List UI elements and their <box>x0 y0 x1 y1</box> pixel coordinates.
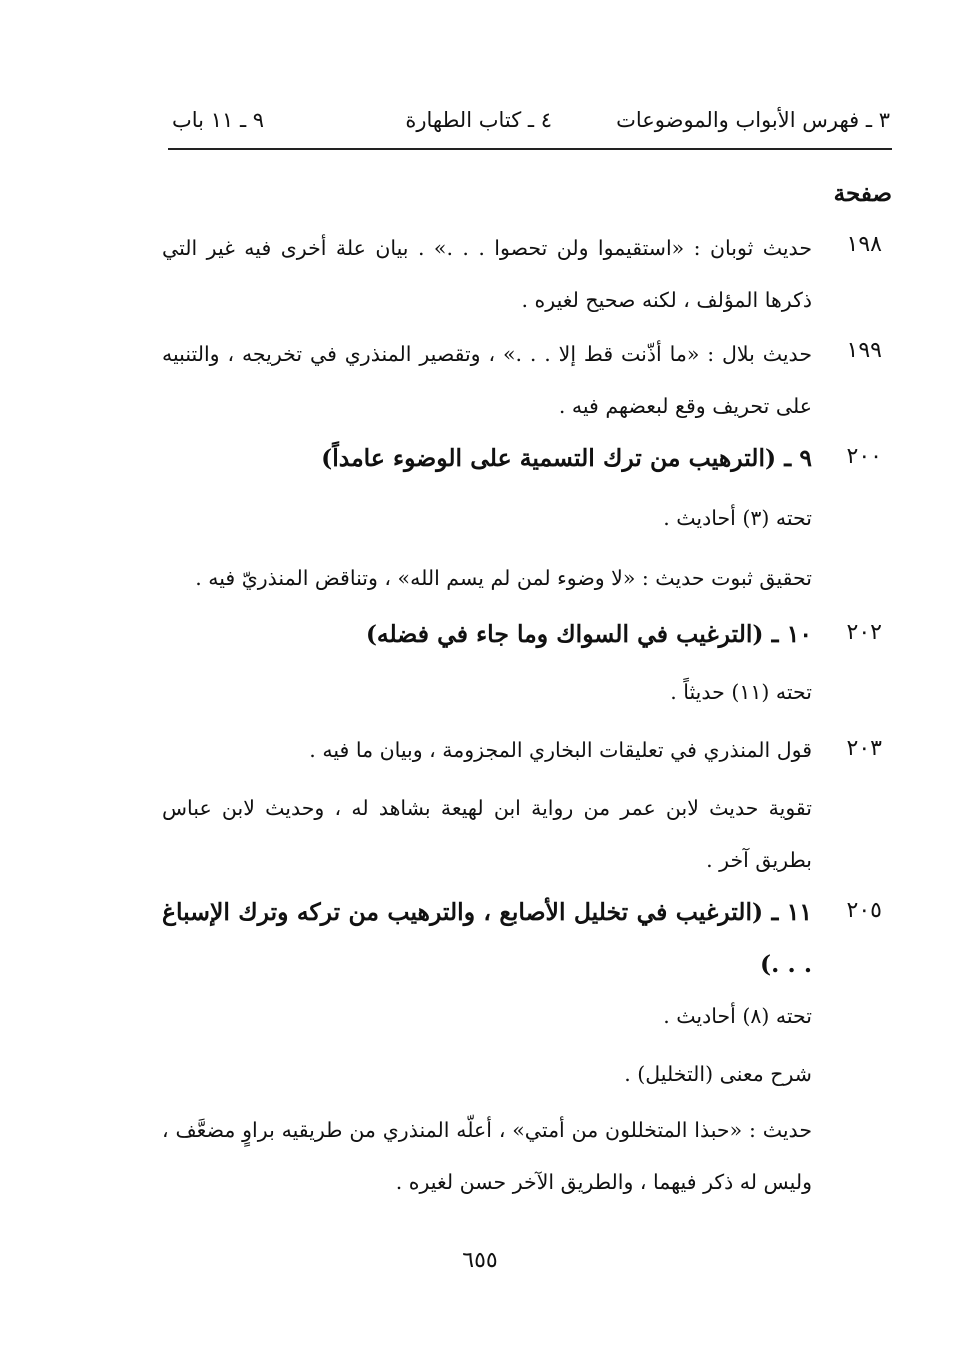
running-header-section: ٣ ـ فهرس الأبواب والموضوعات <box>616 108 890 132</box>
entry-page-number: ٢٠٠ <box>846 444 882 469</box>
entry-text: حديث : «حبذا المتخللون من أمتي» ، أعلّه المنذري من طريقيه براوٍ مضعَّف ، وليس له ذكر فيهما ، والطريق الآخر حسن لغيره . <box>162 1118 812 1194</box>
chapter-heading: ١٠ ـ (الترغيب في السواك وما جاء في فضله) <box>365 620 812 648</box>
entry-text: تحته (١١) حديثاً . <box>670 680 812 704</box>
chapter-heading: ١١ ـ (الترغيب في تخليل الأصابع ، والترهيب من تركه وترك الإسباغ . . .) <box>162 898 812 978</box>
entry-page-number: ٢٠٣ <box>846 736 882 761</box>
entry-text: تقوية حديث لابن عمر من رواية ابن لهيعة بشاهد له ، وحديث لابن عباس بطريق آخر . <box>162 796 812 872</box>
entry-text: تحته (٣) أحاديث . <box>663 506 812 530</box>
page-column-heading: صفحة <box>833 180 892 207</box>
entry-text: حديث بلال : «ما أذّنت قط إلا . . .» ، وتقصير المنذري في تخريجه ، والتنبيه على تحريف وقع لبعضهم فيه . <box>162 342 812 418</box>
entry-text: حديث ثوبان : «استقيموا ولن تحصوا . . .» . بيان علة أخرى فيه غير التي ذكرها المؤلف ، لكنه صحيح لغيره . <box>162 236 812 312</box>
running-header-chapters: ٩ ـ ١١ باب <box>172 108 265 132</box>
entry-text: قول المنذري في تعليقات البخاري المجزومة ، وبيان ما فيه . <box>309 738 812 762</box>
entry-page-number: ١٩٩ <box>846 338 882 363</box>
entry-page-number: ٢٠٢ <box>846 620 882 645</box>
page-number: ٦٥٥ <box>462 1248 498 1273</box>
running-header-book: ٤ ـ كتاب الطهارة <box>405 108 552 132</box>
entry-text: تحته (٨) أحاديث . <box>663 1004 812 1028</box>
entry-text: تحقيق ثبوت حديث : «لا وضوء لمن لم يسم الله» ، وتناقض المنذريّ فيه . <box>195 566 812 590</box>
chapter-heading: ٩ ـ (الترهيب من ترك التسمية على الوضوء عامداً) <box>321 444 812 472</box>
entry-text: شرح معنى (التخليل) . <box>624 1062 812 1086</box>
entry-page-number: ٢٠٥ <box>846 898 882 923</box>
header-rule <box>168 148 892 150</box>
entry-page-number: ١٩٨ <box>846 232 882 257</box>
